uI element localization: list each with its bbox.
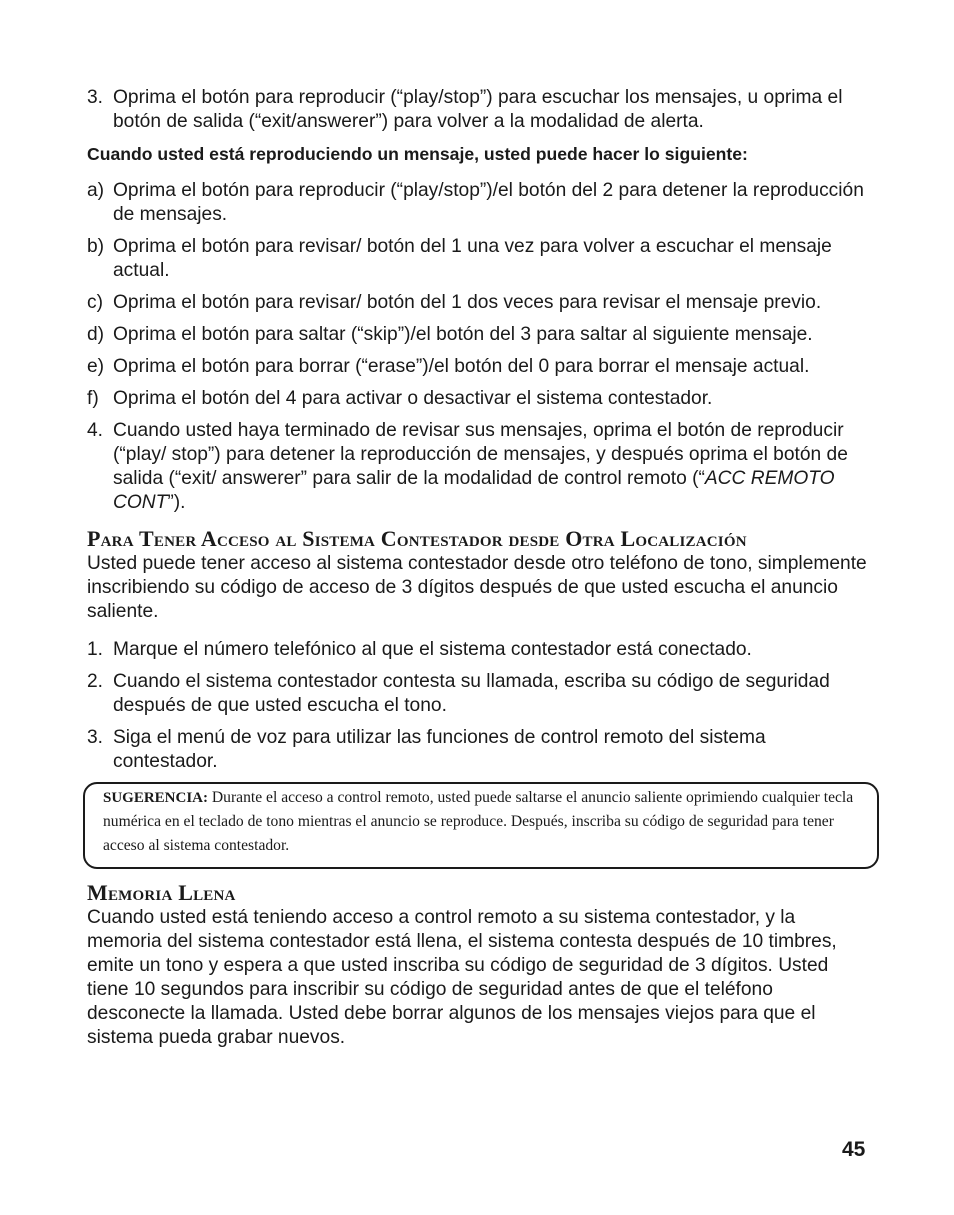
item-text: Oprima el botón para reproducir (“play/stop”)/el botón del 2 para detener la reproducción de mensajes. (113, 180, 864, 225)
item-text: Cuando el sistema contestador contesta su llamada, escriba su código de seguridad después de que usted escucha el tono. (113, 671, 830, 716)
item-text-italic: ACC REMOTO CONT (113, 468, 835, 513)
item-text: Oprima el botón para saltar (“skip”)/el botón del 3 para saltar al siguiente mensaje. (113, 324, 813, 345)
tip-label: SUGERENCIA: (103, 790, 209, 806)
list-item-c (87, 291, 871, 315)
tip-text: Durante el acceso a control remoto, usted puede saltarse el anuncio saliente oprimiendo cualquier tecla numérica en el teclado de tono mientras el anuncio se reproduce. Después, inscriba su código de seguridad para tener acceso al sistema contestador. (103, 789, 854, 854)
item-number: e) (87, 356, 105, 377)
item-text: Marque el número telefónico al que el sistema contestador está conectado. (113, 639, 752, 660)
list-item-step-3 (87, 86, 871, 134)
item-number: 4. (87, 420, 104, 441)
list-item-access-1 (87, 638, 871, 662)
item-text: Oprima el botón para revisar/ botón del 1 una vez para volver a escuchar el mensaje actual. (113, 236, 832, 281)
tip-box (83, 782, 879, 869)
item-number: 3. (87, 727, 104, 748)
item-number: 3. (87, 87, 104, 108)
item-number: c) (87, 292, 103, 313)
item-number: 1. (87, 639, 104, 660)
list-item-access-3 (87, 726, 871, 774)
manual-page (87, 86, 871, 1064)
item-text: Siga el menú de voz para utilizar las funciones de control remoto del sistema contestador. (113, 727, 766, 772)
item-text: Oprima el botón del 4 para activar o desactivar el sistema contestador. (113, 388, 713, 409)
playing-intro: Cuando usted está reproduciendo un mensaje, usted puede hacer lo siguiente: (87, 144, 748, 164)
memory-full-text: Cuando usted está teniendo acceso a control remoto a su sistema contestador, y la memoria del sistema contestador está llena, el sistema contesta después de 10 timbres, emite un tono y espera a que usted inscriba su código de seguridad de 3 dígitos. Usted tiene 10 segundos para inscribir su código de seguridad antes de que el teléfono desconecte la llamada. Usted debe borrar algunos de los mensajes viejos para que el sistema pueda grabar nuevos. (87, 907, 837, 1048)
item-number: b) (87, 236, 105, 257)
list-item-a (87, 179, 871, 227)
item-number: 2. (87, 671, 104, 692)
list-item-e (87, 355, 871, 379)
list-item-access-2 (87, 670, 871, 718)
page-number: 45 (842, 1138, 866, 1161)
item-text: Cuando usted haya terminado de revisar sus mensajes, oprima el botón de reproducir (“play/ stop”) para detener la reproducción de mensajes, y después oprima el botón de salida (“exit/ answerer” para salir de la modalidad de control remoto (“ (113, 420, 848, 489)
item-text: Oprima el botón para reproducir (“play/stop”) para escuchar los mensajes, u oprima el botón de salida (“exit/answerer”) para volver a la modalidad de alerta. (113, 87, 843, 132)
list-item-d (87, 323, 871, 347)
list-item-step-4 (87, 419, 871, 515)
list-item-b (87, 235, 871, 283)
item-text: Oprima el botón para borrar (“erase”)/el botón del 0 para borrar el mensaje actual. (113, 356, 810, 377)
item-number: f) (87, 388, 99, 409)
item-text-end: ”). (167, 492, 186, 513)
item-text: Oprima el botón para revisar/ botón del 1 dos veces para revisar el mensaje previo. (113, 292, 822, 313)
section-heading-remote-access: Para Tener Acceso al Sistema Contestador desde Otra Localización (87, 526, 747, 551)
section-heading-memory-full: Memoria Llena (87, 880, 236, 905)
list-item-f (87, 387, 871, 411)
section-intro: Usted puede tener acceso al sistema contestador desde otro teléfono de tono, simplemente inscribiendo su código de acceso de 3 dígitos después de que usted escucha el anuncio saliente. (87, 553, 867, 622)
item-number: a) (87, 180, 105, 201)
item-number: d) (87, 324, 105, 345)
